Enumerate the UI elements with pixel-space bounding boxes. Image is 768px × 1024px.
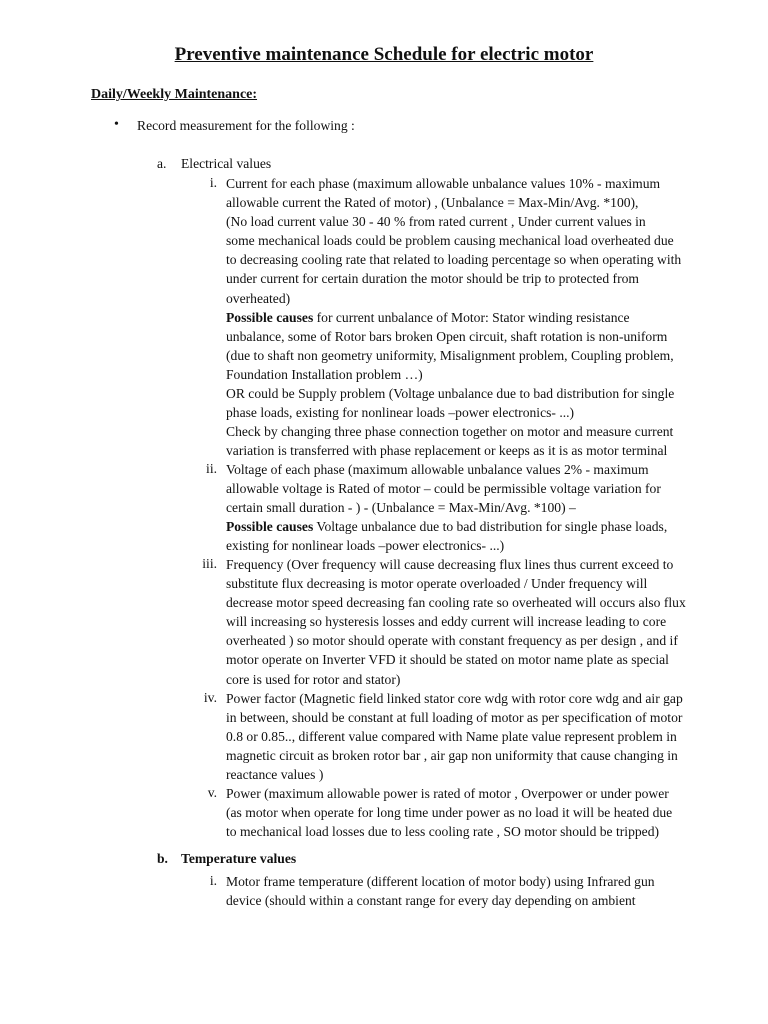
subsection-title-temperature: Temperature values — [181, 851, 297, 866]
text-line: Check by changing three phase connection together on motor and measure current — [226, 424, 674, 440]
text-line: core is used for rotor and stator) — [226, 671, 401, 687]
text-line: overheated ) so motor should operate with constant frequency as per design , and if — [226, 633, 678, 649]
text-line: variation is transferred with phase replacement or keeps as it is as motor terminal — [226, 443, 668, 459]
roman-numeral: i. — [209, 873, 217, 888]
section-heading-daily-weekly: Daily/Weekly Maintenance: — [91, 87, 258, 102]
roman-numeral: i. — [209, 175, 217, 190]
list-item-current — [226, 174, 696, 460]
text-line: Foundation Installation problem …) — [226, 366, 423, 382]
list-item-power — [226, 784, 696, 841]
text-line: magnetic circuit as broken rotor bar , air gap non uniformity that cause changing in — [226, 748, 678, 764]
text-line: (due to shaft non geometry uniformity, Misalignment problem, Coupling problem, — [226, 347, 674, 363]
text-line: Current for each phase (maximum allowable unbalance values 10% - maximum — [226, 176, 661, 191]
text-line: device (should within a constant range for every day depending on ambient — [226, 893, 636, 909]
possible-causes-label: Possible causes — [226, 309, 314, 325]
text-line: will increasing so hysteresis losses and eddy current will increase leading to core — [226, 614, 667, 630]
text-line: overheated) — [226, 290, 291, 306]
list-item-power-factor — [226, 689, 696, 784]
possible-causes-label: Possible causes — [226, 519, 314, 535]
text-line: Power (maximum allowable power is rated of motor , Overpower or under power — [226, 786, 669, 801]
text-line: Power factor (Magnetic field linked stator core wdg with rotor core wdg and air gap — [226, 691, 683, 706]
text-line: OR could be Supply problem (Voltage unbalance due to bad distribution for single — [226, 386, 675, 402]
subsection-title-electrical: Electrical values — [181, 156, 272, 171]
roman-numeral: ii. — [206, 461, 217, 476]
text-line: motor operate on Inverter VFD it should be stated on motor name plate as special — [226, 652, 669, 668]
possible-causes-line — [226, 308, 696, 327]
possible-causes-text: Voltage unbalance due to bad distribution for single phase loads, — [313, 519, 668, 535]
bullet-icon: • — [114, 117, 119, 132]
roman-numeral: v. — [207, 785, 217, 800]
document-title: Preventive maintenance Schedule for electric motor — [174, 44, 594, 65]
text-line: allowable voltage is Rated of motor – could be permissible voltage variation for — [226, 481, 661, 497]
text-line: allowable current the Rated of motor) , (Unbalance = Max-Min/Avg. *100), — [226, 195, 639, 211]
text-line: in between, should be constant at full loading of motor as per specification of motor — [226, 710, 683, 726]
text-line: certain small duration - ) - (Unbalance = Max-Min/Avg. *100) – — [226, 500, 576, 516]
roman-numeral: iv. — [203, 690, 217, 705]
bullet-text: Record measurement for the following : — [137, 118, 355, 133]
text-line: phase loads, existing for nonlinear loads –power electronics- ...) — [226, 405, 575, 421]
text-line: Motor frame temperature (different location of motor body) using Infrared gun — [226, 874, 655, 889]
text-line: to decreasing cooling rate that related to loading percentage so when operating with — [226, 252, 682, 268]
text-line: decrease motor speed decreasing fan cooling rate so overheated will occurs also flux — [226, 595, 686, 611]
text-line: reactance values ) — [226, 767, 324, 783]
text-line: some mechanical loads could be problem causing mechanical load overheated due — [226, 233, 674, 249]
list-label-a: a. — [157, 156, 167, 171]
text-line: substitute flux decreasing is motor operate overloaded / Under frequency will — [226, 576, 648, 592]
roman-numeral: iii. — [202, 556, 217, 571]
text-line: existing for nonlinear loads –power electronics- ...) — [226, 538, 505, 554]
text-line: unbalance, some of Rotor bars broken Open circuit, shaft rotation is non-uniform — [226, 328, 668, 344]
text-line: to mechanical load losses due to less cooling rate , SO motor should be tripped) — [226, 824, 660, 840]
list-label-b: b. — [157, 851, 168, 866]
possible-causes-line — [226, 517, 696, 536]
list-item-voltage — [226, 460, 696, 555]
text-line: under current for certain duration the motor should be trip to protected from — [226, 271, 639, 287]
text-line: Frequency (Over frequency will cause decreasing flux lines thus current exceed to — [226, 557, 674, 572]
text-line: (as motor when operate for long time under power as no load it will be heated due — [226, 805, 673, 821]
list-item-frame-temperature — [226, 872, 696, 910]
list-item-frequency — [226, 555, 696, 689]
possible-causes-text: for current unbalance of Motor: Stator winding resistance — [313, 309, 630, 325]
text-line: Voltage of each phase (maximum allowable unbalance values 2% - maximum — [226, 462, 649, 477]
text-line: 0.8 or 0.85.., different value compared with Name plate value represent problem in — [226, 729, 677, 745]
text-line: (No load current value 30 - 40 % from rated current , Under current values in — [226, 214, 646, 230]
